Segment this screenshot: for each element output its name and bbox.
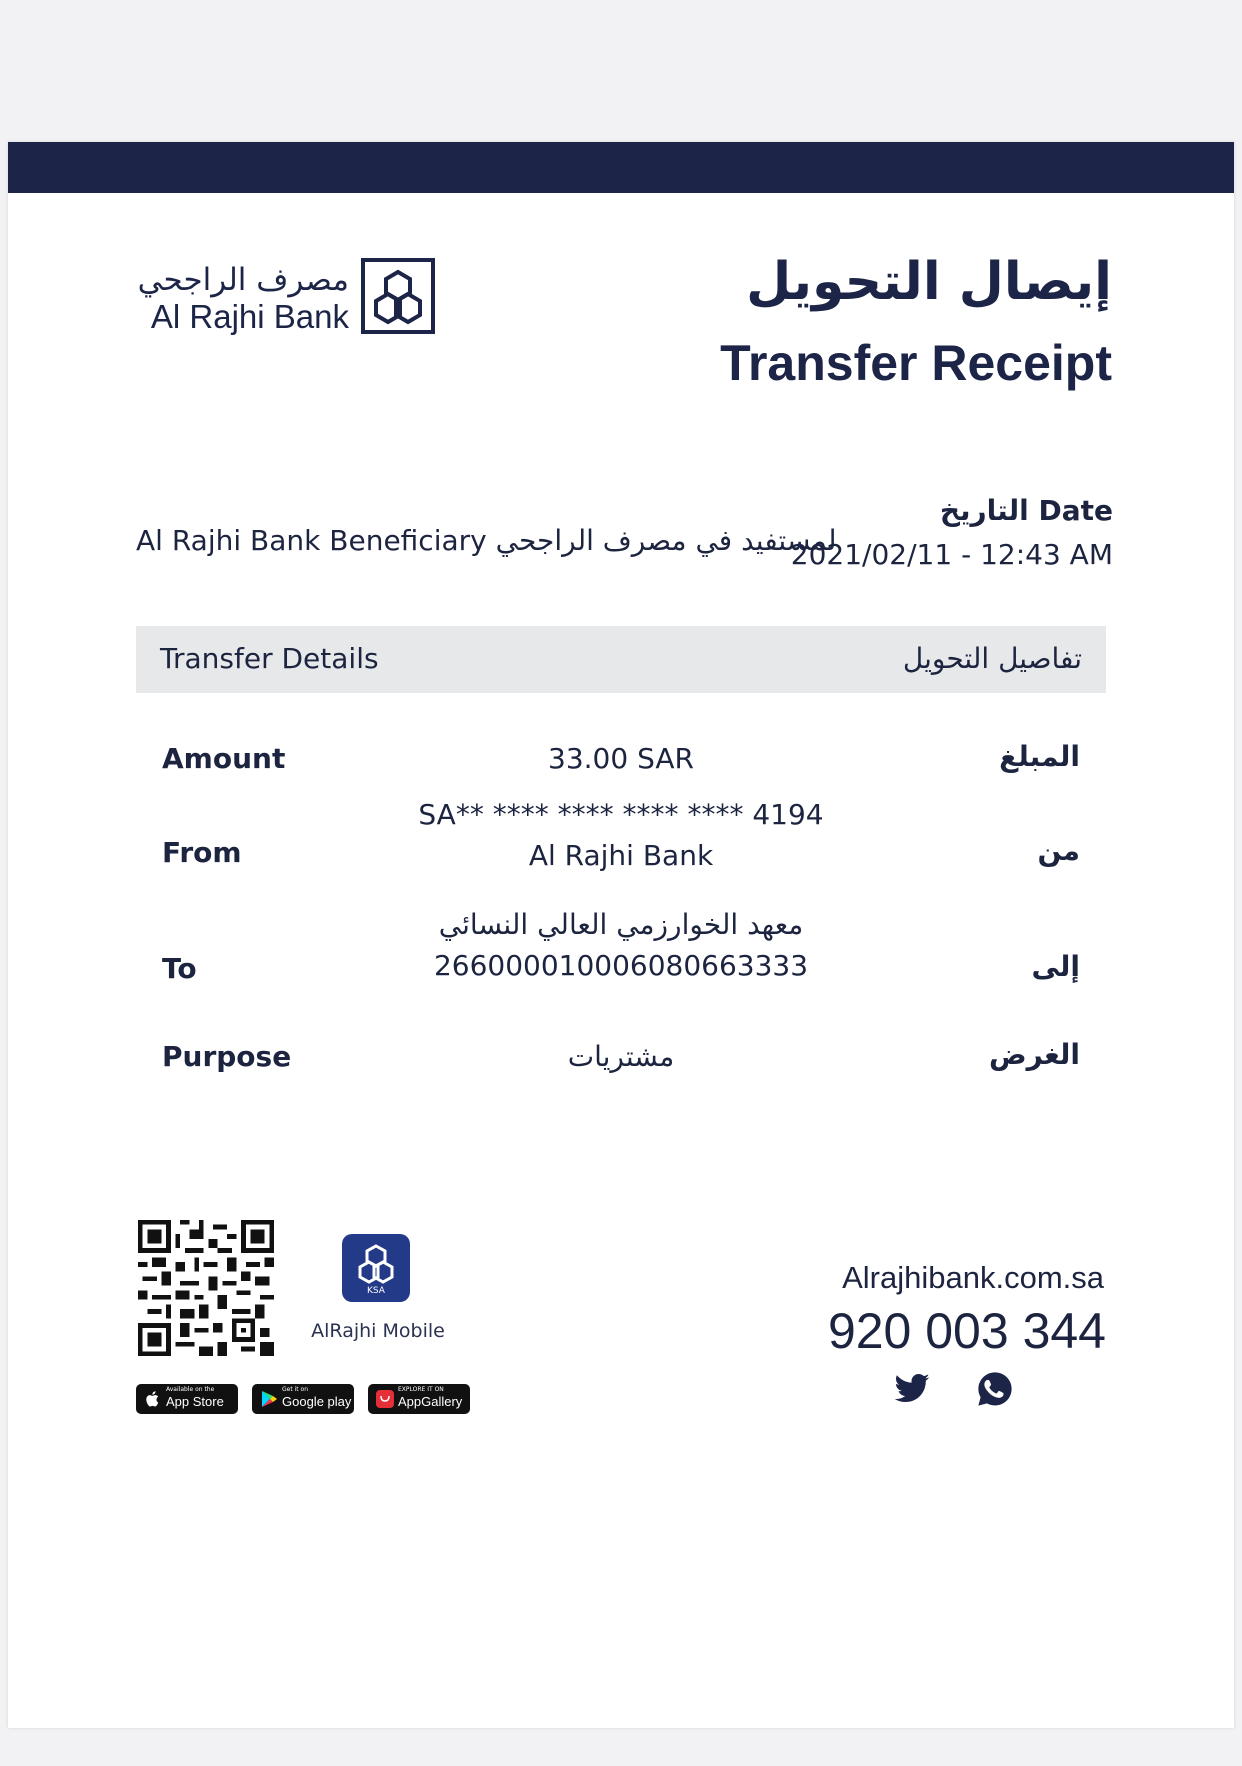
website-link[interactable]: Alrajhibank.com.sa <box>842 1260 1104 1295</box>
store-name: Google play <box>282 1394 352 1409</box>
row-value <box>386 742 856 775</box>
qr-code-icon[interactable] <box>138 1220 274 1356</box>
phone-number[interactable]: 920 003 344 <box>827 1303 1106 1359</box>
alrajhi-logo-icon <box>361 258 435 334</box>
row-value-line1: 33.00 SAR <box>548 742 694 775</box>
receipt-page <box>8 142 1234 1728</box>
row-value <box>386 798 856 872</box>
row-value-line1: SA** **** **** **** **** 4194 <box>418 798 824 831</box>
store-small-text: Available on the <box>166 1386 215 1393</box>
alrajhi-mobile-app-icon[interactable] <box>342 1234 410 1302</box>
row-value-line2: Al Rajhi Bank <box>528 839 714 872</box>
store-small-text: EXPLORE IT ON <box>398 1386 444 1393</box>
appgallery-badge[interactable] <box>368 1384 470 1414</box>
huawei-icon <box>375 1389 395 1409</box>
store-name: App Store <box>166 1394 224 1409</box>
store-name: AppGallery <box>398 1394 463 1409</box>
row-value <box>386 908 856 982</box>
google-play-badge[interactable] <box>252 1384 354 1414</box>
apple-icon <box>143 1389 163 1409</box>
row-label-en: From <box>162 836 242 869</box>
row-value-line1: معهد الخوارزمي العالي النسائي <box>438 908 804 941</box>
date-label: التاريخ Date <box>939 494 1113 527</box>
row-value <box>386 1040 856 1073</box>
row-value-line2: 266000010006080663333 <box>433 949 809 982</box>
app-name: AlRajhi Mobile <box>311 1320 445 1342</box>
row-label-ar: المبلغ <box>999 740 1080 773</box>
transfer-details-header <box>136 626 1106 693</box>
twitter-icon[interactable] <box>893 1370 931 1408</box>
logo-name-ar: مصرف الراجحي <box>137 262 349 298</box>
app-store-badge[interactable] <box>136 1384 238 1414</box>
logo-name-en: Al Rajhi Bank <box>150 298 349 335</box>
title-english: Transfer Receipt <box>720 335 1112 391</box>
app-icon-label: KSA <box>367 1286 385 1296</box>
details-header-en: Transfer Details <box>160 642 379 675</box>
google-play-icon <box>259 1389 279 1409</box>
whatsapp-icon[interactable] <box>976 1370 1014 1408</box>
date-value: 2021/02/11 - 12:43 AM <box>790 538 1113 571</box>
details-header-ar: تفاصيل التحويل <box>902 642 1082 675</box>
store-small-text: Get it on <box>282 1386 309 1393</box>
row-label-ar: من <box>1037 834 1080 867</box>
row-label-en: Amount <box>162 742 286 775</box>
row-label-ar: إلى <box>1031 950 1080 983</box>
row-label-en: Purpose <box>162 1040 292 1073</box>
bank-logo <box>135 258 435 338</box>
row-label-en: To <box>162 952 197 985</box>
title-arabic: إيصال التحويل <box>746 252 1112 312</box>
beneficiary-type: Al Rajhi Bank Beneficiary لمستفيد في مصرف الراجحي <box>136 524 837 557</box>
row-label-ar: الغرض <box>989 1038 1080 1071</box>
top-bar <box>8 142 1234 193</box>
row-value-line1: مشتريات <box>567 1040 675 1073</box>
